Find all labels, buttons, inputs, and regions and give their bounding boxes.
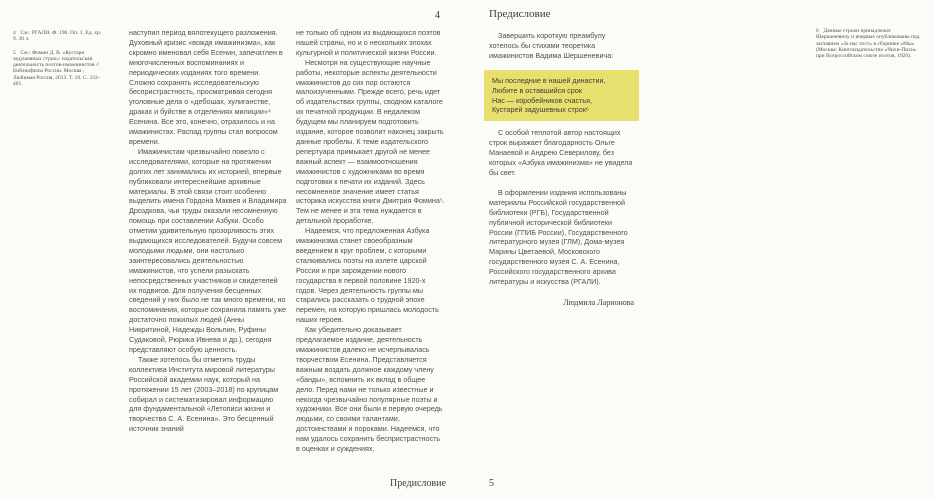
left-page-column-1 [129,28,287,434]
author-signature: Людмила Ларионова [563,297,634,307]
poem-line: Кустарей задушевных строк⁶ [492,105,589,115]
poem-line: Любите в оставшийся срок [492,85,582,95]
left-margin-footnotes [13,30,105,87]
left-running-footer: Предисловие [390,478,446,489]
left-page-column-2 [296,28,445,454]
body-paragraph: Также хотелось бы отметить труды коллектива Института мировой литературы Российской академии наук, который на протяжении 15 лет (2003–2018) по крупицам собирал и систематизировал информацию для фундаментальной «Летописи жизни и творчества С. А. Есенина». Это бесценный источник знаний [129,354,279,434]
footnote-number: 4 [13,30,16,36]
right-page-column [489,31,634,308]
footnote-text: Данные строки принадлежат Шершеневичу и впервые опубликованы под заглавием «За нас тост» в сборнике «Мы» (Москва: Книгоиздательство «Чихи-Пихи» при Всероссийском союзе поэтов, 1920). [816,28,920,60]
footnote-number: 5 [13,49,16,56]
footnote-number: 6 [816,28,819,34]
body-paragraph: Как убедительно доказывает предлагаемое издание, деятельность имажинистов далеко не исчерпывалась творчеством Есенина. Представляется важным воздать должное каждому члену «банды», вспомнить их вклад в общее дело. Перед нами не только известные и некогда чрезвычайно популярные поэты и художники. Все они были в первую очередь людьми, со своими талантами, достоинствами и пороками. Надеемся, что нам удалось сохранить беспристрастность в оценках и суждениях. [296,325,443,454]
body-paragraph: В оформлении издания использованы материалы Российской государственной библиотеки (РГБ), Государственной публичной исторической библиотеки России (ГПИБ России), Государственного литературного музея (ГЛМ), Дома-музея Марины Цветаевой, Московского государственного музея С. А. Есенина, Российского государственного архива литературы и искусства (РГАЛИ). [489,187,628,287]
footnote [816,28,926,59]
footnote-text: См.: Фомин Д. В. «Кустари задушевных строк»: издательская деятельность поэтов-имажинистов // Библиофилы России. Москва : Любимая Россия, 2013. Т. 10. С. 333–401. [13,49,101,88]
right-margin-footnotes [816,28,926,59]
body-paragraph: Имажинистам чрезвычайно повезло с исследователями, которые на протяжении долгих лет занимались их историей, впервые публиковали интереснейшие архивные материалы. В этой связи стоит особенно выделить имена Гордона Маквея и Владимира Дроздкова, чьи труды оказали несомненную помощь при составлении Азбуки. Особо отметим удивительную прозорливость этих выдающихся исследователей. Будучи совсем молодыми людьми, они настолько заинтересовались деятельностью имажинистов, что успели разыскать непосредственных участников и свидетелей их подвигов. Для получения бесценных сведений у них было не так много времени, но воспоминания, которые сохранила память уже достаточно пожилых людей (Анны Никритиной, Надежды Вольпин, Руфины Судаковой, Рюрика Ивнева и др.), сегодня представляют особую ценность. [129,146,287,354]
body-paragraph: не только об одном из выдающихся поэтов нашей страны, но и о нескольких эпохах культурной и политической жизни России. [296,28,441,57]
poem-line: Нас — коробейников счастья, [492,95,593,105]
footnote-text: См.: РГАЛИ. Ф. 190. Оп. 1. Ед. хр. 9. 30 л. [13,30,102,43]
left-page-number: 4 [435,10,440,21]
right-page-number: 5 [489,478,494,489]
footnote [13,30,105,43]
right-running-header: Предисловие [489,8,551,20]
intro-paragraph: Завершить короткую преамбулу хотелось бы стихами теоретика имажинистов Вадима Шершеневича: [489,31,614,60]
body-paragraph: Надеемся, что предложенная Азбука имажинизма станет своеобразным введением в круг проблем, с которыми сталкивались поэты на излете царской России и при зарождении нового государства в первой половине 1920-х годов. Через деятельность группы мы старались рассказать о трудной эпохе перемен, на которую пришлась молодость наших героев. [296,226,439,325]
poem-highlight-box [484,70,639,122]
acknowledgement-paragraphs [489,128,634,287]
body-paragraph: наступил период вялотекущего разложения. Духовный кризис «вождя имажинизма», как скромно именовал себя Есенин, запечатлен в многочисленных воспоминаниях и периодических изданиях того времени. Сложно сохранять исследовательскую беспристрастность, просматривая сегодня уголовные дела о «дебошах, хулиганстве, драках и буйстве в отделениях милиции»⁴ Есенина. Все это, конечно, отразилось и на имажинистах. Распад группы стал вопросом времени. [129,28,283,146]
body-paragraph: С особой теплотой автор настоящих строк выражает благодарность Ольге Манаевой и Андрею Северилову, без которых «Азбука имажинизма» не увидела бы свет. [489,128,633,177]
body-paragraph: Несмотря на существующие научные работы, некоторые аспекты деятельности имажинистов до сих пор остаются малоизученными. Прежде всего, речь идет об издательствах группы, сводном каталоге их печатной продукции. В недалеком будущем мы планируем подготовить издание, которое позволит наконец закрыть данные пробелы. К теме издательского репертуара примыкает другой не менее важный аспект — взаимоотношения имажинистов с художниками во время подготовки к печати их изданий. Здесь несомненное значение имеет статья историка искусства книги Дмитрия Фомина⁵. Тем не менее и эта тема нуждается в детальной проработке. [296,57,445,226]
footnote [13,50,105,88]
poem-line: Мы последние в нашей династии, [492,75,606,85]
